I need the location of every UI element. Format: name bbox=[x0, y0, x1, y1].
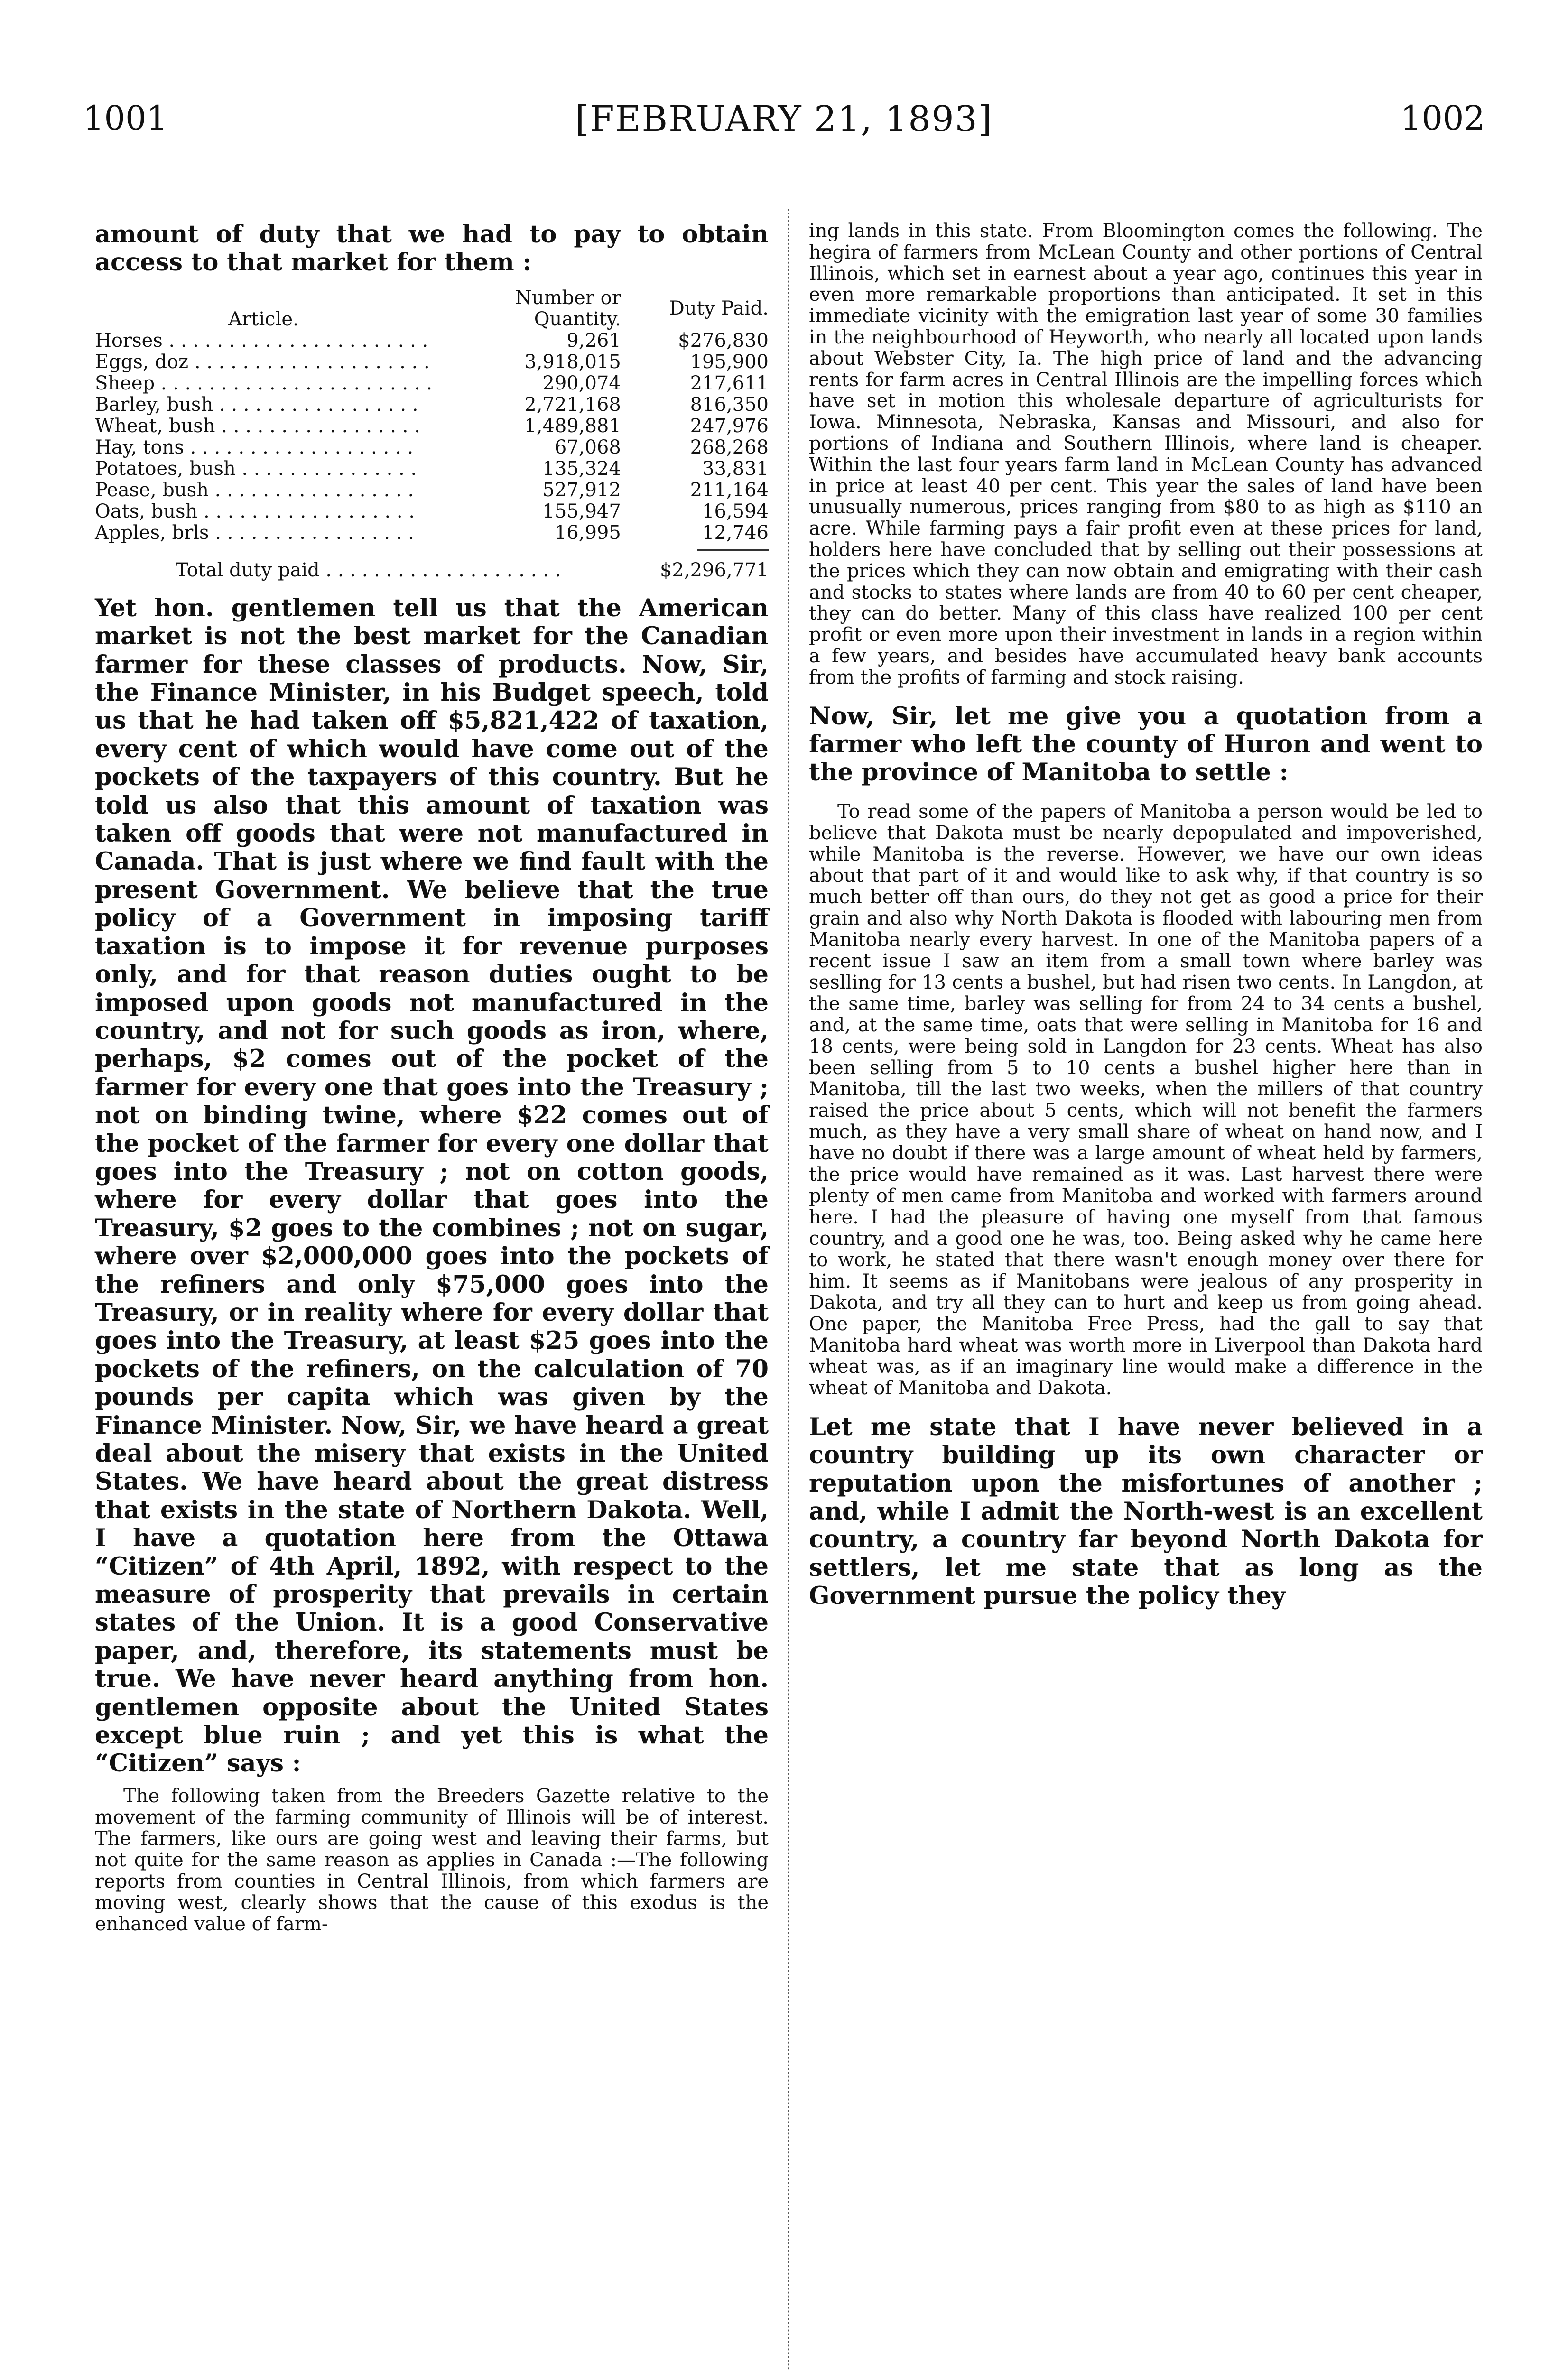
table-row bbox=[95, 480, 769, 501]
col-header-article: Article. bbox=[228, 308, 299, 330]
table-cell-duty: 268,268 bbox=[690, 436, 769, 458]
table-cell-article: Wheat, bush . . . . . . . . . . . . . . . . . bbox=[95, 415, 420, 437]
page-date: [FEBRUARY 21, 1893] bbox=[575, 99, 993, 139]
table-row bbox=[95, 437, 769, 458]
right-column bbox=[809, 221, 1483, 1611]
table-cell-duty: 211,164 bbox=[690, 479, 769, 501]
left-column bbox=[95, 221, 769, 1935]
table-cell-qty: 155,947 bbox=[542, 500, 621, 522]
table-row bbox=[95, 522, 769, 544]
table-cell-qty: 1,489,881 bbox=[524, 415, 621, 437]
col-header-duty: Duty Paid. bbox=[669, 297, 769, 320]
table-row bbox=[95, 373, 769, 394]
table-cell-article: Apples, brls . . . . . . . . . . . . . . . . . bbox=[95, 521, 414, 544]
table-cell-duty: 195,900 bbox=[690, 351, 769, 373]
table-row bbox=[95, 501, 769, 522]
table-cell-duty: 16,594 bbox=[702, 500, 769, 522]
table-cell-article: Barley, bush . . . . . . . . . . . . . . . . . bbox=[95, 393, 418, 416]
table-row bbox=[95, 394, 769, 416]
table-cell-qty: 16,995 bbox=[554, 521, 621, 544]
page-number-right: 1002 bbox=[1400, 99, 1485, 138]
table-cell-qty: 527,912 bbox=[542, 479, 621, 501]
duty-table bbox=[95, 287, 769, 544]
total-value: $2,296,771 bbox=[659, 559, 769, 581]
table-cell-duty: 12,746 bbox=[702, 521, 769, 544]
quoted-article: The following taken from the Breeders Gazette relative to the movement of the farming community of Illinois will be of interest. The farmers, like ours are going west and leaving their farms, but not quite for the same reason as applies in Canada :—The following reports from counties in Central Illinois, from which farmers are moving west, clearly shows that the cause of this exodus is the enhanced value of farm- bbox=[95, 1785, 769, 1935]
table-cell-article: Horses . . . . . . . . . . . . . . . . . . . . . . bbox=[95, 329, 428, 352]
total-label: Total duty paid . . . . . . . . . . . . . . . . . . . . bbox=[176, 559, 561, 581]
table-cell-article: Pease, bush . . . . . . . . . . . . . . . . . bbox=[95, 479, 414, 501]
speech-paragraph-3: Let me state that I have never believed in a country building up its own character or reputation upon the misfortunes of another ; and, while I admit the North-west is an excellent country, a country far beyond North Dakota for settlers, let me state that as long as the Government pursue the policy they bbox=[809, 1412, 1483, 1611]
table-row bbox=[95, 330, 769, 352]
table-cell-duty: 217,611 bbox=[690, 372, 769, 394]
page-header bbox=[83, 99, 1485, 156]
table-cell-article: Potatoes, bush . . . . . . . . . . . . . . . bbox=[95, 457, 417, 480]
table-header-row bbox=[95, 287, 769, 330]
quoted-article-continued: ing lands in this state. From Bloomington comes the following. The hegira of farmers from McLean County and other portions of Central Illinois, which set in earnest about a year ago, continues this year in even more remarkable proportions than anticipated. It set in this immediate vicinity with the emigration last year of some 30 families in the neighbourhood of Heyworth, who nearly all located upon lands about Webster City, Ia. The high price of land and the advancing rents for farm acres in Central Illinois are the impelling forces which have set in motion this wholesale departure of agriculturists for Iowa. Minnesota, Nebraska, Kansas and Missouri, and also for portions of Indiana and Southern Illinois, where land is cheaper. Within the last four years farm land in McLean County has advanced in price at least 40 per cent. This year the sales of land have been unusually numerous, prices ranging from $80 to as high as $110 an acre. While farming pays a fair profit even at these prices for land, holders here have concluded that by selling out their possessions at the prices which they can now obtain and emigrating with their cash and stocks to states where lands are from 40 to 60 per cent cheaper, they can do better. Many of this class have realized 100 per cent profit or even more upon their investment in lands in a region within a few years, and besides have accumulated heavy bank accounts from the profits of farming and stock raising. bbox=[809, 220, 1483, 688]
speech-paragraph-2: Now, Sir, let me give you a quotation from a farmer who left the county of Huron and went to the province of Manitoba to settle : bbox=[809, 702, 1483, 787]
total-rule bbox=[697, 549, 769, 551]
table-cell-qty: 2,721,168 bbox=[524, 393, 621, 416]
column-divider bbox=[788, 209, 789, 2372]
table-cell-qty: 290,074 bbox=[542, 372, 621, 394]
table-cell-article: Oats, bush . . . . . . . . . . . . . . . . . . bbox=[95, 500, 415, 522]
page-number-left: 1001 bbox=[83, 99, 168, 138]
table-cell-article: Eggs, doz . . . . . . . . . . . . . . . . . . . . bbox=[95, 351, 430, 373]
table-cell-qty: 135,324 bbox=[542, 457, 621, 480]
table-cell-qty: 9,261 bbox=[566, 329, 621, 352]
table-cell-article: Hay, tons . . . . . . . . . . . . . . . . . . . bbox=[95, 436, 414, 458]
table-cell-duty: 816,350 bbox=[690, 393, 769, 416]
table-row bbox=[95, 352, 769, 373]
intro-paragraph: amount of duty that we had to pay to obtain access to that market for them : bbox=[95, 220, 769, 277]
table-row bbox=[95, 458, 769, 480]
duty-table-body bbox=[95, 330, 769, 544]
col-header-quantity: Number or Quantity. bbox=[515, 287, 621, 330]
table-cell-duty: 247,976 bbox=[690, 415, 769, 437]
total-row bbox=[95, 559, 769, 581]
table-cell-qty: 3,918,015 bbox=[524, 351, 621, 373]
farmer-letter: To read some of the papers of Manitoba a person would be led to believe that Dakota must be nearly depopulated and impoverished, while Manitoba is the reverse. However, we have our own ideas about that part of it and would like to ask why, if that country is so much better off than ours, do they not get as good a price for their grain and also why North Dakota is flooded with labouring men from Manitoba nearly every harvest. In one of the Manitoba papers of a recent issue I saw an item from a small town where barley was seslling for 13 cents a bushel, but had risen two cents. In Langdon, at the same time, barley was selling for from 24 to 34 cents a bushel, and, at the same time, oats that were selling in Manitoba for 16 and 18 cents, were being sold in Langdon for 23 cents. Wheat has also been selling from 5 to 10 cents a bushel higher here than in Manitoba, till the last two weeks, when the millers of that country raised the price about 5 cents, which will not benefit the farmers much, as they have a very small share of wheat on hand now, and I have no doubt if there was a large amount of wheat held by farmers, the price would have remained as it was. Last harvest there were plenty of men came from Manitoba and worked with farmers around here. I had the pleasure of having one myself from that famous country, and a good one he was, too. Being asked why he came here to work, he stated that there wasn't enough money over there for him. It seems as if Manitobans were jealous of any prosperity in Dakota, and try all they can to hurt and keep us from going ahead. One paper, the Manitoba Free Press, had the gall to say that Manitoba hard wheat was worth more in Liverpool than Dakota hard wheat was, as if an imaginary line would make a difference in the wheat of Manitoba and Dakota. bbox=[809, 800, 1483, 1399]
table-row bbox=[95, 416, 769, 437]
table-cell-article: Sheep . . . . . . . . . . . . . . . . . . . . . . . bbox=[95, 372, 432, 394]
table-cell-qty: 67,068 bbox=[554, 436, 621, 458]
table-cell-duty: 33,831 bbox=[702, 457, 769, 480]
table-cell-duty: $276,830 bbox=[678, 329, 769, 352]
speech-paragraph: Yet hon. gentlemen tell us that the American market is not the best market for the Canadian farmer for these classes of products. Now, Sir, the Finance Minister, in his Budget speech, told us that he had taken off $5,821,422 of taxation, every cent of which would have come out of the pockets of the taxpayers of this country. But he told us also that this amount of taxation was taken off goods that were not manufactured in Canada. That is just where we find fault with the present Government. We believe that the true policy of a Government in imposing tariff taxation is to impose it for revenue purposes only, and for that reason duties ought to be imposed upon goods not manufactured in the country, and not for such goods as iron, where, perhaps, $2 comes out of the pocket of the farmer for every one that goes into the Treasury ; not on binding twine, where $22 comes out of the pocket of the farmer for every one dollar that goes into the Treasury ; not on cotton goods, where for every dollar that goes into the Treasury, $2 goes to the combines ; not on sugar, where over $2,000,000 goes into the pockets of the refiners and only $75,000 goes into the Treasury, or in reality where for every dollar that goes into the Treasury, at least $25 goes into the pockets of the refiners, on the calculation of 70 pounds per capita which was given by the Finance Minister. Now, Sir, we have heard a great deal about the misery that exists in the United States. We have heard about the great distress that exists in the state of Northern Dakota. Well, I have a quotation here from the Ottawa “Citizen” of 4th April, 1892, with respect to the measure of prosperity that prevails in certain states of the Union. It is a good Conservative paper, and, therefore, its statements must be true. We have never heard anything from hon. gentlemen opposite about the United States except blue ruin ; and yet this is what the “Citizen” says : bbox=[95, 593, 769, 1778]
